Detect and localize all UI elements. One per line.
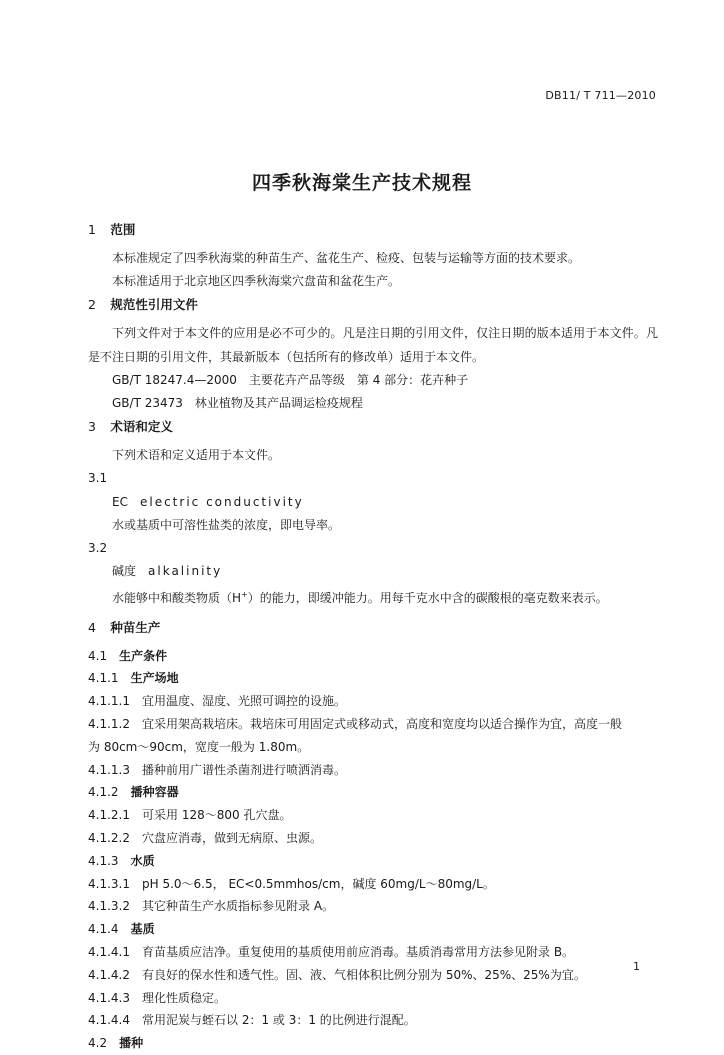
superscript: + [241, 590, 248, 600]
term-definition [88, 583, 658, 610]
clause-number: 4.1.1.2 [88, 717, 130, 732]
term-english: alkalinity [148, 564, 223, 579]
clause-number: 4.1.2.1 [88, 808, 130, 823]
clause-heading [88, 918, 658, 941]
term-english: electric conductivity [139, 494, 304, 509]
clause-title: 生产场地 [130, 671, 179, 686]
clause-heading [88, 781, 658, 804]
definition-text: ）的能力，即缓冲能力。用每千克水中含的碳酸根的毫克数来表示。 [247, 591, 608, 606]
document-body [88, 218, 658, 1055]
clause-number: 4.1 [88, 648, 108, 663]
clause-title: 播种 [119, 1036, 144, 1051]
clause-number: 4.1.1.1 [88, 694, 130, 709]
clause-text-continued: 为 80cm～90cm，宽度一般为 1.80m。 [88, 739, 310, 754]
clause-text: 穴盘应消毒，做到无病原、虫源。 [142, 831, 323, 846]
clause-item [88, 941, 658, 964]
clause-heading [88, 645, 658, 668]
section-heading-1 [88, 218, 658, 242]
page-title: 四季秋海棠生产技术规程 [251, 172, 472, 194]
normative-reference: GB/T 18247.4—2000 主要花卉产品等级 第 4 部分：花卉种子 [112, 372, 469, 387]
section-heading-3 [88, 415, 658, 439]
clause-item [88, 964, 658, 987]
clause-item [88, 759, 658, 782]
paragraph: 本标准适用于北京地区四季秋海棠穴盘苗和盆花生产。 [112, 274, 401, 289]
clause-text: 育苗基质应洁净。重复使用的基质使用前应消毒。基质消毒常用方法参见附录 B。 [142, 945, 575, 959]
paragraph: 本标准规定了四季秋海棠的种苗生产、盆花生产、检疫、包装与运输等方面的技术要求。 [112, 251, 581, 265]
clause-text: pH 5.0～6.5， EC<0.5mmhos/cm，碱度 60mg/L～80mg/L。 [142, 876, 495, 891]
term-number: 3.2 [88, 541, 108, 556]
clause-title: 水质 [130, 853, 155, 868]
clause-number: 4.1.3 [88, 853, 119, 868]
term-entry [88, 560, 658, 583]
clause-item [88, 690, 658, 713]
clause-item [88, 987, 658, 1010]
clause-number: 4.1.4.3 [88, 990, 130, 1005]
clause-number: 4.1.4.4 [88, 1013, 130, 1028]
clause-text: 常用泥炭与蛭石以 2：1 或 3：1 的比例进行混配。 [142, 1013, 416, 1028]
clause-text: 理化性质稳定。 [142, 990, 227, 1005]
clause-text: 宜用温度、湿度、光照可调控的设施。 [142, 694, 347, 709]
clause-number: 4.1.3.2 [88, 899, 130, 914]
clause-text: 播种前用广谱性杀菌剂进行喷洒消毒。 [142, 762, 347, 777]
clause-text: 宜采用架高栽培床。栽培床可用固定式或移动式，高度和宽度均以适合操作为宜，高度一般 [142, 717, 623, 732]
clause-number: 4.1.4 [88, 922, 119, 937]
section-title: 规范性引用文件 [110, 297, 198, 313]
page-number: 1 [633, 960, 640, 973]
clause-text: 可采用 128～800 孔穴盘。 [142, 808, 292, 823]
definition-text: 水能够中和酸类物质（H [112, 591, 242, 606]
section-number: 4 [88, 619, 96, 635]
normative-reference: GB/T 23473 林业植物及其产品调运检疫规程 [112, 396, 363, 411]
section-heading-4 [88, 616, 658, 640]
clause-item [88, 873, 658, 896]
section-title: 种苗生产 [110, 619, 161, 635]
clause-item [88, 713, 658, 736]
section-title: 术语和定义 [110, 419, 173, 435]
section-number: 2 [88, 297, 96, 313]
term-number: 3.1 [88, 471, 108, 486]
paragraph: 下列术语和定义适用于本文件。 [112, 448, 281, 463]
clause-number: 4.1.1 [88, 671, 119, 686]
clause-title: 播种容器 [130, 785, 179, 800]
clause-title: 基质 [130, 922, 155, 937]
clause-number: 4.1.1.3 [88, 762, 130, 777]
clause-heading [88, 850, 658, 873]
section-number: 1 [88, 222, 96, 237]
standard-code: DB11/ T 711—2010 [545, 89, 656, 102]
paragraph: 下列文件对于本文件的应用是必不可少的。凡是注日期的引用文件，仅注日期的版本适用于本文件。凡是不注日期的引用文件，其最新版本（包括所有的修改单）适用于本文件。 [88, 326, 658, 364]
clause-number: 4.1.3.1 [88, 876, 130, 891]
term-entry [88, 491, 658, 514]
clause-heading [88, 667, 658, 690]
clause-number: 4.1.4.2 [88, 967, 130, 982]
term-chinese: EC [112, 494, 128, 509]
section-heading-2 [88, 293, 658, 317]
term-chinese: 碱度 [112, 564, 137, 579]
clause-heading [88, 1032, 658, 1055]
clause-title: 生产条件 [119, 648, 168, 663]
section-title: 范围 [110, 222, 136, 237]
clause-text: 有良好的保水性和透气性。固、液、气相体积比例分别为 50%、25%、25%为宜。 [142, 967, 586, 982]
clause-item [88, 1009, 658, 1032]
section-number: 3 [88, 419, 96, 435]
clause-number: 4.2 [88, 1036, 108, 1051]
clause-number: 4.1.4.1 [88, 945, 130, 959]
clause-number: 4.1.2 [88, 785, 119, 800]
clause-item [88, 804, 658, 827]
clause-item [88, 827, 658, 850]
clause-item [88, 895, 658, 918]
clause-text: 其它种苗生产水质指标参见附录 A。 [142, 899, 335, 914]
term-definition: 水或基质中可溶性盐类的浓度，即电导率。 [112, 517, 341, 532]
clause-number: 4.1.2.2 [88, 831, 130, 846]
